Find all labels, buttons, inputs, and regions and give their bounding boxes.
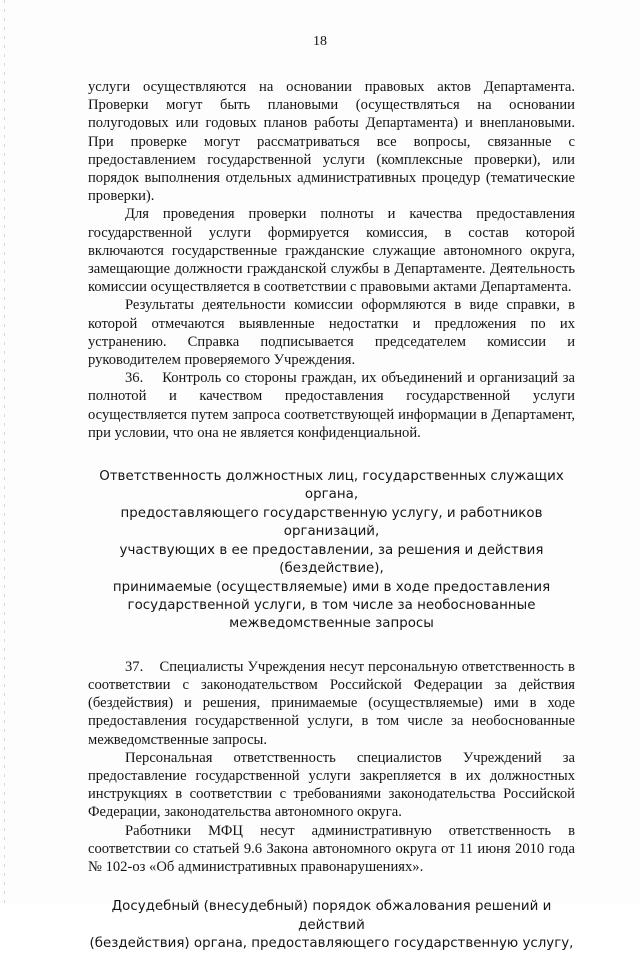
paragraph-commission-results: Результаты деятельности комиссии оформляются в виде справки, в которой отмечаются выявленные недостатки и предложения по их устранению. Справка подписывается председателем комиссии и руководителем проверяемого Учреждения. [88, 297, 575, 369]
scan-edge-artifact [4, 0, 5, 905]
paragraph-commission: Для проведения проверки полноты и качества предоставления государственной услуги формируется комиссия, в состав которой включаются государственные гражданские служащие автономного округа, замещающие должности гражданской службы в Департаменте. Деятельность комиссии осуществляется в соответствии с правовыми актами Департамента. [88, 206, 575, 296]
section-heading-responsibility [88, 468, 575, 634]
page-number: 18 [313, 34, 327, 49]
paragraph-personal-responsibility: Персональная ответственность специалистов Учреждений за предоставление государственной услуги закрепляется в их должностных инструкциях в соответствии с требованиями законодательства Российской Федерации, законодательства автономного округа. [88, 749, 575, 821]
heading-line: участвующих в ее предоставлении, за решения и действия (бездействие), [119, 542, 544, 577]
heading-line: государственной услуги, в том числе за необоснованные [127, 597, 536, 613]
heading-line: (бездействия) органа, предоставляющего государственную услугу, [89, 935, 574, 951]
paragraph-inspections-continued: услуги осуществляются на основании правовых актов Департамента. Проверки могут быть плановыми (осуществляться на основании полугодовых или годовых планов работы Департамента) и внеплановыми. При проверке могут рассматриваться все вопросы, связанные с предоставлением государственной услуги (комплексные проверки), или порядок выполнения отдельных административных процедур (тематические проверки). [88, 79, 575, 205]
paragraph-mfc-responsibility: Работники МФЦ несут административную ответственность в соответствии со статьей 9.6 Закона автономного округа от 11 июня 2010 года № 102-оз «Об административных правонарушениях». [88, 822, 575, 875]
paragraph-item-36: 36. Контроль со стороны граждан, их объединений и организаций за полнотой и качеством предоставления государственной услуги осуществляется путем запроса соответствующей информации в Департамент, при условии, что она не является конфиденциальной. [88, 370, 575, 441]
paragraph-item-37: 37. Специалисты Учреждения несут персональную ответственность в соответствии с законодательством Российской Федерации за действия (бездействия) и решения, принимаемые (осуществляемые) ими в ходе предоставления государственной услуги, в том числе за необоснованные межведомственные запросы. [88, 658, 575, 748]
heading-line: межведомственные запросы [229, 616, 434, 632]
heading-line: предоставляющего государственную услугу, и работников организаций, [120, 505, 543, 540]
document-body [88, 78, 575, 977]
section-heading-appeal [88, 898, 575, 953]
heading-line: Досудебный (внесудебный) порядок обжалования решений и действий [111, 899, 552, 933]
heading-line: Ответственность должностных лиц, государственных служащих органа, [99, 469, 564, 503]
heading-line: принимаемые (осуществляемые) ими в ходе предоставления [112, 579, 551, 595]
